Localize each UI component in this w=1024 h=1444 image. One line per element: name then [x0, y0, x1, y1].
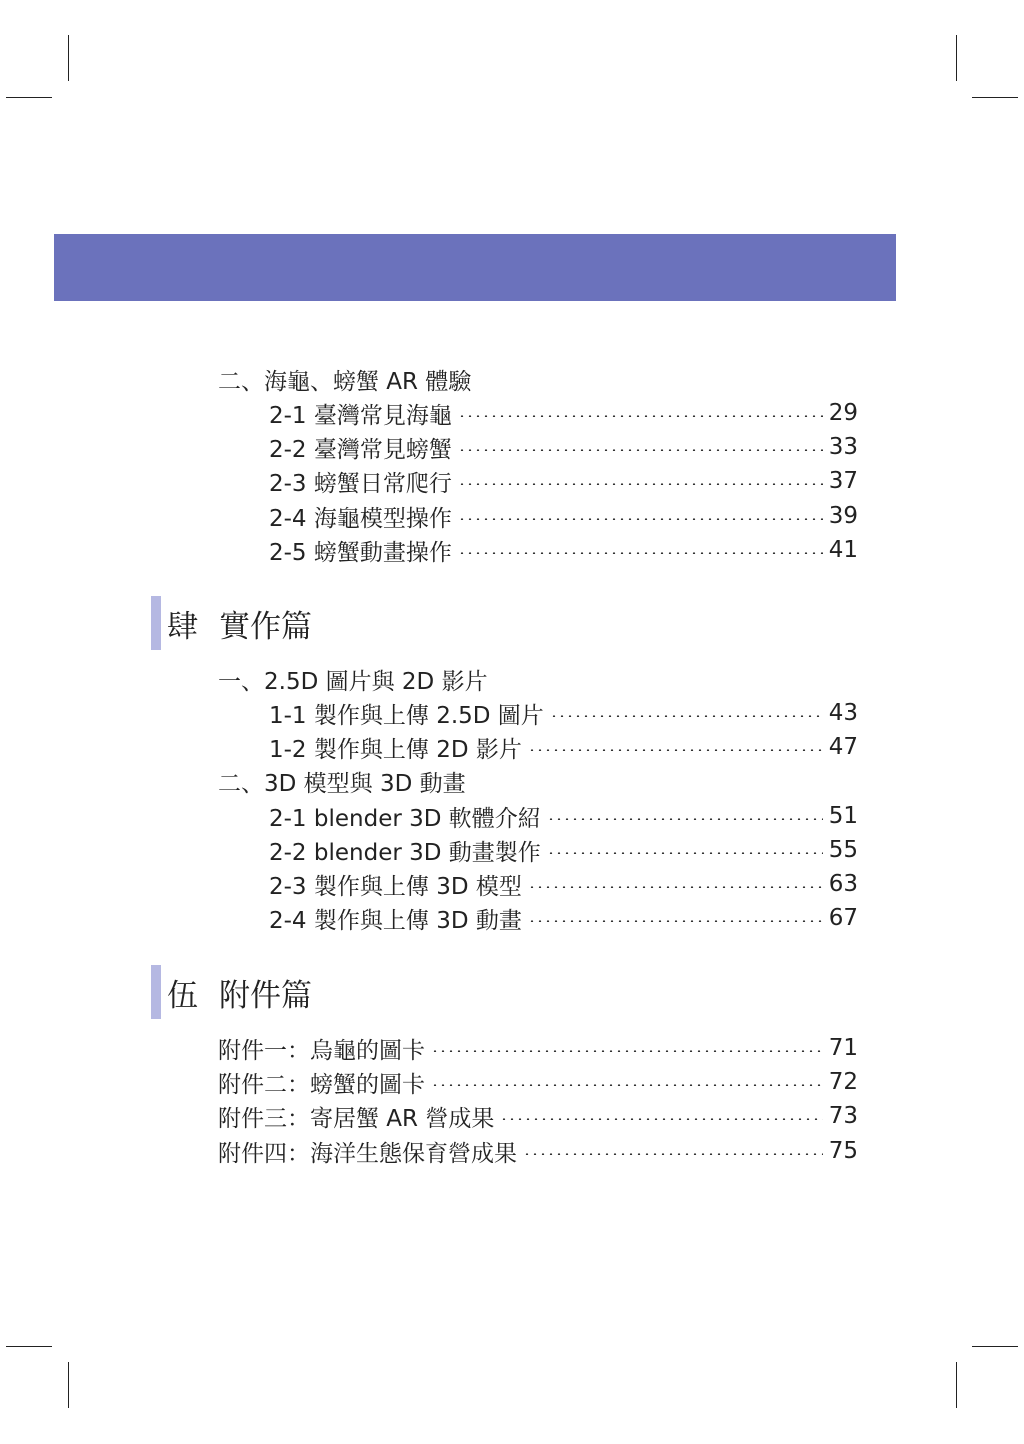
crop-mark [972, 1346, 1018, 1347]
dot-leader [550, 715, 823, 717]
subsection-title: 一、2.5D 圖片與 2D 影片 [218, 668, 488, 695]
crop-mark [972, 97, 1018, 98]
toc-entry[interactable] [269, 396, 858, 430]
dot-leader [431, 1084, 823, 1086]
entry-page: 37 [828, 468, 858, 494]
toc-entry[interactable] [269, 901, 858, 935]
entry-label: 2-1 臺灣常見海龜 [269, 402, 452, 429]
subsection-title: 二、海龜、螃蟹 AR 體驗 [218, 368, 472, 395]
part-marker-bar [151, 965, 161, 1019]
crop-mark [6, 97, 52, 98]
toc-entry[interactable] [218, 1031, 858, 1065]
part-heading [151, 965, 312, 1019]
toc-entry[interactable] [269, 867, 858, 901]
dot-leader [528, 886, 823, 888]
dot-leader [528, 920, 823, 922]
dot-leader [458, 449, 823, 451]
crop-mark [68, 35, 69, 81]
dot-leader [458, 518, 823, 520]
dot-leader [547, 818, 823, 820]
subsection-title: 二、3D 模型與 3D 動畫 [218, 770, 466, 797]
toc-entry[interactable] [218, 1065, 858, 1099]
entry-label: 1-2 製作與上傳 2D 影片 [269, 736, 522, 763]
dot-leader [523, 1153, 823, 1155]
entry-label: 2-4 製作與上傳 3D 動畫 [269, 907, 522, 934]
toc-entry[interactable] [269, 833, 858, 867]
entry-label: 2-4 海龜模型操作 [269, 505, 452, 532]
entry-page: 33 [828, 434, 858, 460]
part-number: 肆 [167, 608, 198, 645]
part-number: 伍 [167, 977, 198, 1014]
dot-leader [431, 1050, 823, 1052]
entry-label: 2-3 製作與上傳 3D 模型 [269, 873, 522, 900]
crop-mark [956, 1362, 957, 1408]
entry-page: 55 [828, 837, 858, 863]
entry-label: 2-2 臺灣常見螃蟹 [269, 436, 452, 463]
entry-page: 51 [828, 803, 858, 829]
toc-entry[interactable] [269, 430, 858, 464]
entry-label: 1-1 製作與上傳 2.5D 圖片 [269, 702, 544, 729]
dot-leader [528, 749, 823, 751]
toc-entry[interactable] [218, 1134, 858, 1168]
crop-mark [956, 35, 957, 81]
dot-leader [458, 415, 823, 417]
toc-entry[interactable] [269, 696, 858, 730]
part-title: 實作篇 [219, 608, 312, 645]
entry-page: 73 [828, 1103, 858, 1129]
entry-label: 2-1 blender 3D 軟體介紹 [269, 805, 541, 832]
dot-leader [458, 483, 823, 485]
toc-entry[interactable] [269, 499, 858, 533]
toc-entry[interactable] [269, 533, 858, 567]
toc-entry[interactable] [218, 1099, 858, 1133]
dot-leader [458, 552, 823, 554]
dot-leader [500, 1118, 822, 1120]
crop-mark [6, 1346, 52, 1347]
part-title: 附件篇 [219, 977, 312, 1014]
dot-leader [547, 852, 823, 854]
entry-page: 75 [828, 1138, 858, 1164]
entry-label: 附件一：烏龜的圖卡 [218, 1037, 425, 1064]
header-band [54, 234, 896, 301]
toc-entry[interactable] [269, 799, 858, 833]
toc-entry[interactable] [269, 730, 858, 764]
entry-page: 71 [828, 1035, 858, 1061]
entry-label: 2-5 螃蟹動畫操作 [269, 539, 452, 566]
entry-page: 72 [828, 1069, 858, 1095]
part-heading [151, 596, 312, 650]
part-marker-bar [151, 596, 161, 650]
toc-entry[interactable] [269, 464, 858, 498]
entry-page: 63 [828, 871, 858, 897]
entry-page: 41 [828, 537, 858, 563]
entry-label: 附件三：寄居蟹 AR 營成果 [218, 1105, 495, 1132]
entry-label: 2-3 螃蟹日常爬行 [269, 470, 452, 497]
entry-page: 47 [828, 734, 858, 760]
entry-page: 67 [828, 905, 858, 931]
crop-mark [68, 1362, 69, 1408]
entry-label: 附件二：螃蟹的圖卡 [218, 1071, 425, 1098]
entry-page: 43 [828, 700, 858, 726]
entry-label: 2-2 blender 3D 動畫製作 [269, 839, 541, 866]
entry-page: 29 [828, 400, 858, 426]
entry-label: 附件四：海洋生態保育營成果 [218, 1140, 517, 1167]
entry-page: 39 [828, 503, 858, 529]
